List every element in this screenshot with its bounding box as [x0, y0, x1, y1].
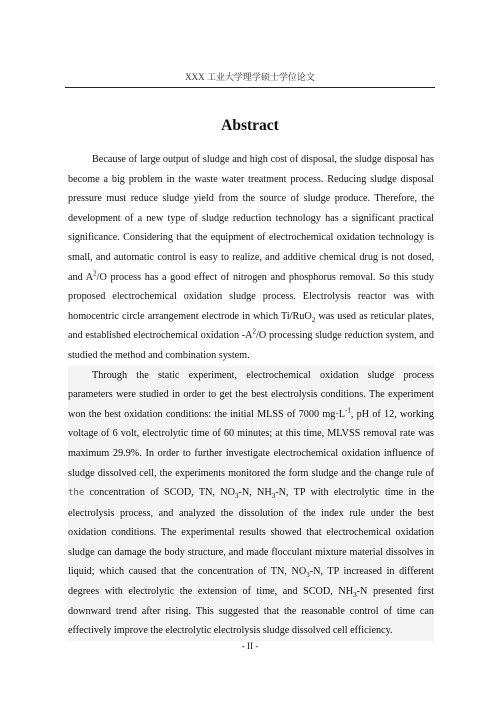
page-title: Abstract [221, 117, 279, 134]
p2-text-e: -N, TP with electrolytic time in the electrolysis process, and analyzed the dissolution of the index rule under the best oxidation conditions. The experimental results showed that electrochemical oxidation sludge can damage the body structure, and made flocculant mixture material dissolves in liquid; which caused that the concentration of TN, NO [68, 487, 434, 578]
abstract-body [68, 150, 434, 641]
p2-text-d: -N, NH [238, 487, 272, 499]
p2-sub-3: 3 [306, 571, 310, 580]
p1-text-c: was used as reticular plates, and established electrochemical oxidation -A [68, 310, 434, 342]
paragraph-2 [68, 366, 434, 641]
p2-mono-word: the [68, 488, 85, 499]
p2-sub-1: 3 [234, 492, 239, 501]
p1-sup-1: 2 [93, 269, 97, 278]
p2-text-b: , pH of 12, working voltage of 6 volt, electrolytic time of 60 minutes; at this time, MLVSS removal rate was maximum 29.9%. In order to further investigate electrochemical oxidation influence of sludge dissolved cell, the experiments monitored the form sludge and the change rule of [68, 408, 434, 479]
running-header: XXX 工业大学理学硕士学位论文 [65, 70, 435, 88]
p2-sub-2: 3 [271, 492, 276, 501]
p2-text-f: -N, TP increased in different degrees with electrolytic the extension of time, and SCOD, NH [68, 566, 434, 598]
p2-text-c: concentration of SCOD, TN, NO [84, 487, 235, 499]
p1-sup-2: 2 [252, 327, 257, 336]
p2-sup-1: -1 [344, 406, 351, 415]
p1-text-a: Because of large output of sludge and high cost of disposal, the sludge disposal has become a big problem in the waste water treatment process. Reducing sludge disposal pressure must reduce sludge yield from the source of sludge produce. Therefore, the development of a new type of sludge reduction technology has a significant practical significance. Considering that the equipment of electrochemical oxidation technology is small, and automatic control is easy to realize, and additive chemical drug is not dosed, and A [68, 154, 434, 283]
paragraph-1 [68, 150, 434, 366]
p1-text-d: /O processing sludge reduction system, and studied the method and combination system. [68, 330, 434, 361]
p2-text-a: Through the static experiment, electrochemical oxidation sludge process parameters were studied in order to get the best electrolysis conditions. The experiment won the best oxidation conditions: the initial MLSS of 7000 mg·L [68, 369, 434, 420]
p1-sub-1: 2 [311, 315, 316, 324]
p2-sub-4: 3 [353, 591, 357, 600]
p1-text-b: /O process has a good effect of nitrogen and phosphorus removal. So this study proposed electrochemical oxidation sludge process. Electrolysis reactor was with homocentric circle arrangement electrode in which Ti/RuO [68, 271, 434, 322]
page-number: - II - [241, 641, 259, 651]
p2-text-g: -N presented first downward trend after rising. This suggested that the reasonable control of time can effectively improve the electrolytic electrolysis sludge dissolved cell efficiency. [68, 586, 434, 637]
